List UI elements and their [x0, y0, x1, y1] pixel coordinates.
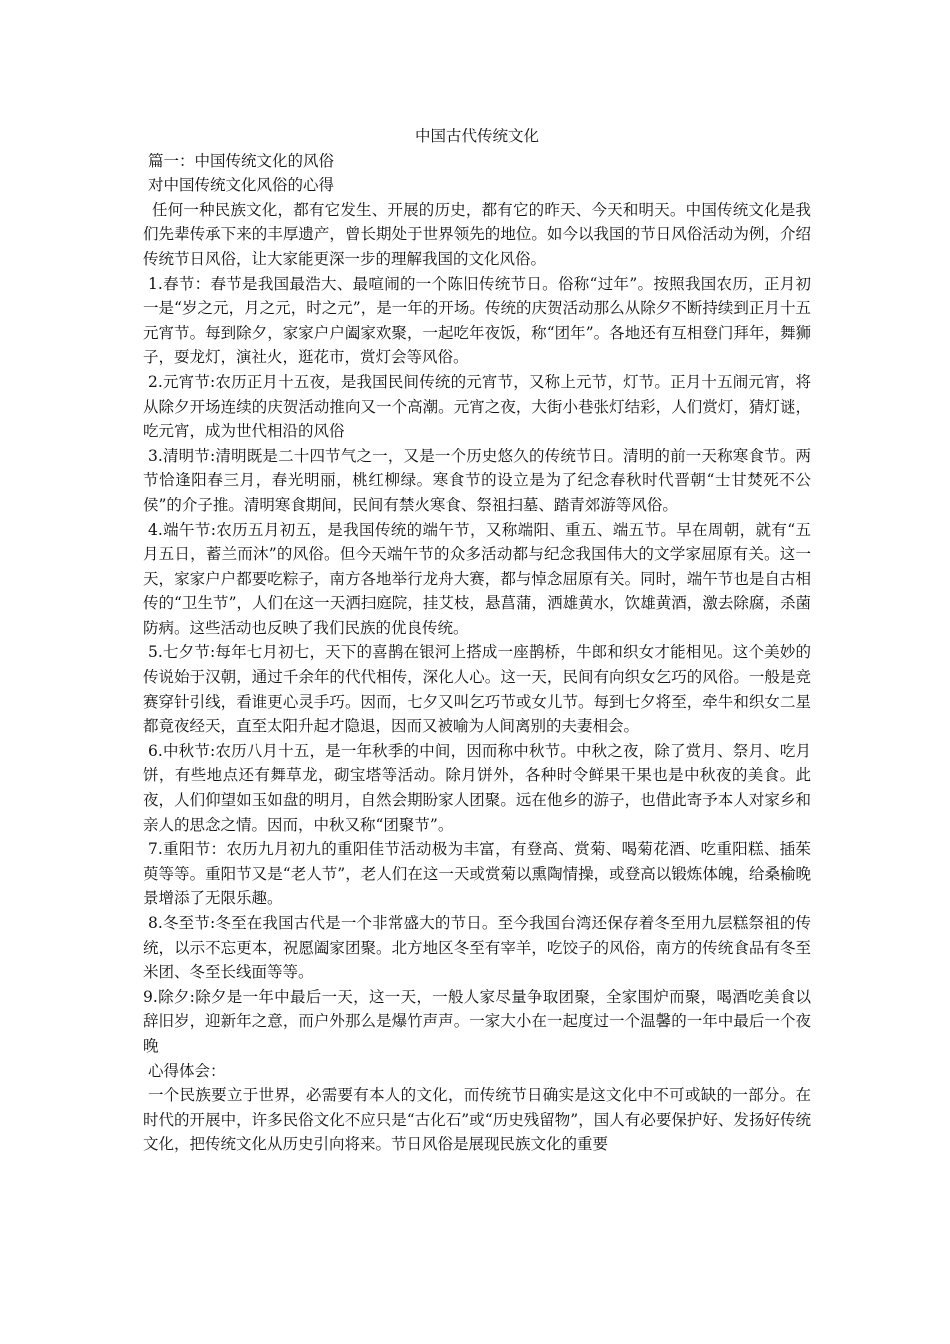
festival-paragraph-qixi: 5.七夕节:每年七月初七，天下的喜鹊在银河上搭成一座鹊桥，牛郎和织女才能相见。这个美妙的传说始于汉朝，通过千余年的代代相传，深化人心。这一天，民间有向织女乞巧的风俗。一般是竞赛穿针引线，看谁更心灵手巧。因而，七夕又叫乞巧节或女儿节。每到七夕将至，牵牛和织女二星都竟夜经天，直至太阳升起才隐退，因而又被喻为人间离别的夫妻相会。	[143, 643, 811, 736]
festival-paragraph-double-ninth: 7.重阳节：农历九月初九的重阳佳节活动极为丰富，有登高、赏菊、喝菊花酒、吃重阳糕、插茱萸等等。重阳节又是“老人节”，老人们在这一天或赏菊以熏陶情操，或登高以锻炼体魄，给桑榆晚景增添了无限乐趣。	[143, 840, 811, 908]
festival-paragraph-new-years-eve: 9.除夕:除夕是一年中最后一天，这一天，一般人家尽量争取团聚，全家围炉而聚，喝酒吃美食以辞旧岁，迎新年之意，而户外那么是爆竹声声。一家大小在一起度过一个温馨的一年中最后一个夜晚	[143, 987, 811, 1055]
intro-paragraph: 任何一种民族文化，都有它发生、开展的历史，都有它的昨天、今天和明天。中国传统文化是我们先辈传承下来的丰厚遗产，曾长期处于世界领先的地位。如今以我国的节日风俗活动为例，介绍传统节日风俗，让大家能更深一步的理解我国的文化风俗。	[143, 200, 811, 268]
document-title: 中国古代传统文化	[414, 127, 539, 145]
subsection-heading: 对中国传统文化风俗的心得	[148, 176, 335, 195]
festival-paragraph-mid-autumn: 6.中秋节:农历八月十五，是一年秋季的中间，因而称中秋节。中秋之夜，除了赏月、祭月、吃月饼，有些地点还有舞草龙，砌宝塔等活动。除月饼外，各种时令鲜果干果也是中秋夜的美食。此夜，人们仰望如玉如盘的明月，自然会期盼家人团聚。远在他乡的游子，也借此寄予本人对家乡和亲人的思念之情。因而，中秋又称“团聚节”。	[143, 741, 811, 834]
festival-paragraph-qingming: 3.清明节:清明既是二十四节气之一，又是一个历史悠久的传统节日。清明的前一天称寒食节。两节恰逢阳春三月，春光明丽，桃红柳绿。寒食节的设立是为了纪念春秋时代晋朝“士甘焚死不公侯”的介子推。清明寒食期间，民间有禁火寒食、祭祖扫墓、踏青郊游等风俗。	[143, 446, 811, 514]
reflection-paragraph: 一个民族要立于世界，必需要有本人的文化，而传统节日确实是这文化中不可或缺的一部分。在时代的开展中，许多民俗文化不应只是“古化石”或“历史残留物”，国人有必要保护好、发扬好传统文化，把传统文化从历史引向将来。节日风俗是展现民族文化的重要	[143, 1086, 811, 1154]
festival-paragraph-lantern: 2.元宵节:农历正月十五夜，是我国民间传统的元宵节，又称上元节，灯节。正月十五闹元宵，将从除夕开场连续的庆贺活动推向又一个高潮。元宵之夜，大街小巷张灯结彩，人们赏灯，猜灯谜，吃元宵，成为世代相沿的风俗	[143, 372, 811, 441]
reflection-heading: 心得体会：	[148, 1061, 226, 1080]
festival-paragraph-dragon-boat: 4.端午节:农历五月初五，是我国传统的端午节，又称端阳、重五、端五节。早在周朝，就有“五月五日，蓄兰而沐”的风俗。但今天端午节的众多活动都与纪念我国伟大的文学家屈原有关。这一天，家家户户都要吃粽子，南方各地举行龙舟大赛，都与悼念屈原有关。同时，端午节也是自古相传的“卫生节”，人们在这一天洒扫庭院，挂艾枝，悬菖蒲，洒雄黄水，饮雄黄酒，激去除腐，杀菌防病。这些活动也反映了我们民族的优良传统。	[143, 520, 811, 637]
document-body	[143, 124, 811, 1157]
festival-paragraph-winter-solstice: 8.冬至节:冬至在我国古代是一个非常盛大的节日。至今我国台湾还保存着冬至用九层糕祭祖的传统，以示不忘更本，祝愿阖家团聚。北方地区冬至有宰羊，吃饺子的风俗，南方的传统食品有冬至米团、冬至长线面等等。	[143, 914, 811, 982]
section-heading: 篇一：中国传统文化的风俗	[148, 151, 335, 170]
festival-paragraph-spring: 1.春节：春节是我国最浩大、最喧闹的一个陈旧传统节日。俗称“过年”。按照我国农历，正月初一是“岁之元，月之元，时之元”，是一年的开场。传统的庆贺活动那么从除夕不断持续到正月十五元宵节。每到除夕，家家户户阖家欢聚，一起吃年夜饭，称“团年”。各地还有互相登门拜年，舞狮子，耍龙灯，演社火，逛花市，赏灯会等风俗。	[143, 274, 811, 367]
